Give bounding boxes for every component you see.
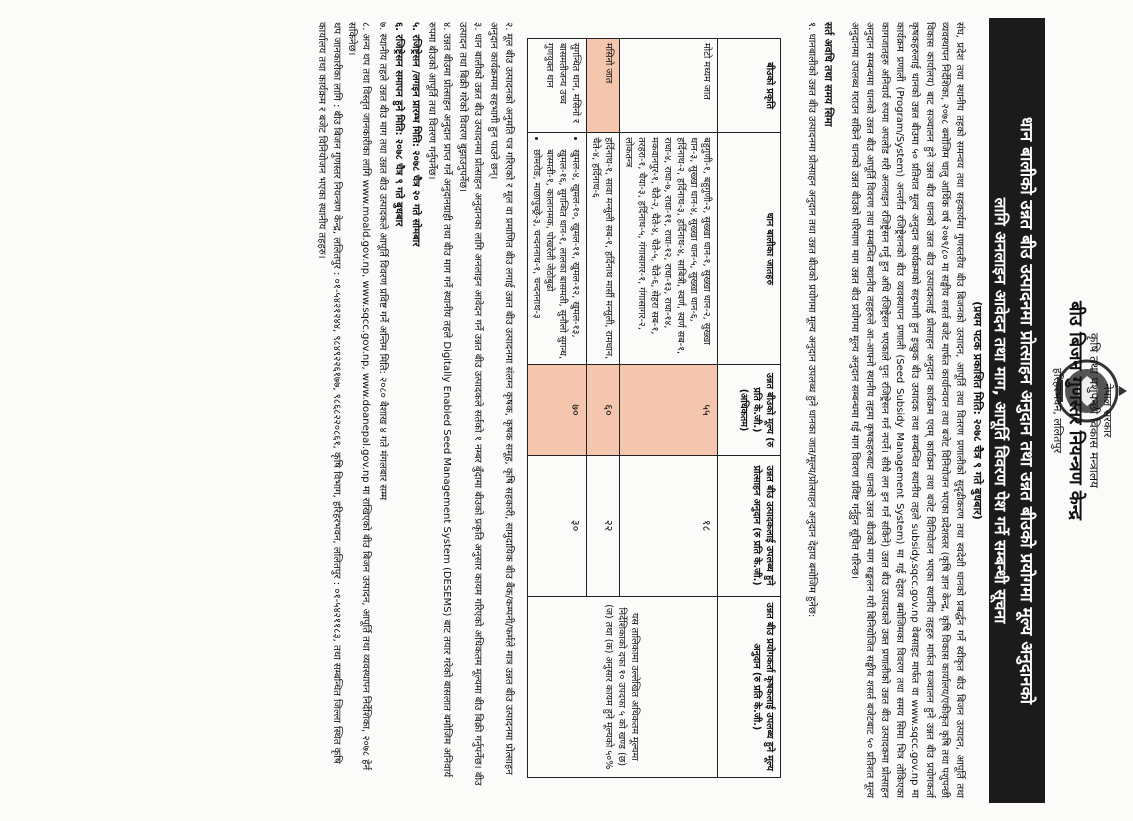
- price-cell: ६०: [587, 365, 620, 455]
- varieties-cell: हर्दिनाथ-१, सावा मन्सुली सब-१, हर्दिनाथ मार्सी मन्सुली, रामधान, चैते-४, हर्दिनाथ-६: [587, 133, 620, 365]
- price-cell: ५५: [620, 365, 718, 455]
- note-item: ५. रजिष्ट्रेसन /लगइन प्रारम्भ मिति: २०७८ चैत्र २० गते सोमबार: [410, 22, 421, 247]
- seed-type-cell: मोटो मध्यम जात: [620, 39, 718, 133]
- note-item: ४. उन्नत बीउमा प्रोत्साहन अनुदान प्राप्त गर्ने अनुदानग्राही तथा बीउ माग गर्ने स्थानीय तहले Digitally Enabled Seed Management System (DESEMS) बाट तयार गरेको बासलात बमोजिम अनिवार्य रुपमा बीउको आपूर्ति तथा वितरण गर्नुपर्नेछ।: [426, 22, 452, 778]
- government-label: नेपाल सरकार: [1101, 383, 1114, 438]
- table-header: धान बालीका जातहरु: [718, 133, 781, 365]
- notice-title: [989, 18, 1045, 803]
- producer-subsidy-cell: १८: [620, 455, 718, 596]
- centre-name: बीउ बिजन गुणस्तर नियन्त्रण केन्द्र: [1065, 301, 1086, 520]
- producer-subsidy-cell: ३०: [528, 455, 587, 596]
- producer-subsidy-cell: २२: [587, 455, 620, 596]
- note-item: ३. धान बालीको उन्नत बीउ उत्पादनमा प्रोत्साहन अनुदानका लागि अनलाइन आवेदन गर्ने उन्नत बीउ उत्पादकले सर्तको १ नम्बर बुँदामा बीउको प्रकृति अनुसार कायम गरिएको अधिकतम मूल्यमा बीउ बिक्री गर्नुपर्नेछ। बीउ उत्पादन तथा बिक्री गरेको विवरण बुझाउनुपर्नेछ।: [457, 22, 483, 786]
- notice-title-line2: लागि अनलाइन आवेदन तथा माग, आपूर्ति विवरण पेश गर्ने सम्बन्धी सूचना: [991, 197, 1010, 624]
- publication-date: (प्रथम पटक प्रकाशित मिति: २०७८ चैत्र ९ गते बुधबार): [971, 301, 984, 520]
- contact-info: थप जानकारीका लागि : बीउ बिजन गुणस्तर नियन्त्रण केन्द्र, ललितपुर : ०१-५४२१२४४, ९८४९२२६१७७, ९८६८२२०८६१, कृषि विभाग, हरिहरभवन, ललितपुर : ०१-५४२११८३, तथा सम्बन्धित जिल्ला स्थित कृषि कार्यालय तथा कार्यक्रम र बजेट विनियोजन भएका स्थानीय तहहरु।: [316, 22, 342, 764]
- note-item: ८. अन्य थप तथा विस्तृत जानकारीका लागि www.moald.gov.np, www.sqcc.gov.np, www.doanepal.gov.np मा राखिएको बीउ बिजन उत्पादन, आपूर्ति तथा व्यवस्थापन निर्देशिका, २०७८ हेर्न सकिनेछ।: [346, 22, 372, 771]
- variety-list-item: • छोमरोङ, माछापुच्छ्रे-३, चन्दननाथ-१, चन्दननाथ-३: [531, 149, 544, 360]
- varieties-cell: बहुगुणी-१, बहुगुणी-२, सुख्खा धान-१, सुख्खा धान-२, सुख्खा धान-३, सुख्खा धान-४, सुख्खा धान-५, सुख्खा धान-६, हर्दिनाथ-२, हर्दिनाथ-३, हर्दिनाथ-४, साबित्री, स्वर्ण, स्वर्ण सब-१, राधा-४, राधा-७, राधा-११, राधा-१२, राधा-१३, राधा-१४, मकवानपुर-१, चैते-२, चैते-४, चैते-५, चैते-६, सेहरा सब-१, तरहरा-१, चैया-३, हर्दिनाथ-५, गंगासागर-१, गंगासागर-२, लोकतन्त्र: [620, 133, 718, 365]
- notice-title-line1: धान बालीको उन्नत बीउ उत्पादनमा प्रोत्साहन अनुदान तथा उन्नत बीउको प्रयोगमा मूल्य अनुदानको: [1016, 116, 1036, 705]
- table-header: उन्नत बीउ उत्पादकलाई उपलब्ध हुने प्रोत्साहन अनुदान (रु प्रति के.जी.): [718, 455, 781, 596]
- table-header: उन्नत बीउको मूल्य (रु प्रति के.जी.) (अधिकतम): [718, 365, 781, 455]
- conditions-heading: सर्त अवधि तथा समय सिमा: [822, 22, 834, 127]
- condition-item-1: १. धानबालीको उन्नत बीउ उत्पादनमा प्रोत्साहन अनुदान तथा उन्नत बीउको प्रयोगमा मूल्य अनुदान उपलब्ध हुने धानका जात/मूल्य/प्रोत्साहन अनुदान देहाय बमोजिम हुनेछ:: [806, 22, 817, 618]
- table-header: उन्नत बीउ प्रयोगकर्ता कृषकलाई उपलब्ध हुने मूल्य अनुदान (रु प्रति के.जी.): [718, 596, 781, 777]
- notes-list: [342, 22, 516, 798]
- seed-type-cell: सुगन्धित धान, मसिनो र बासमतीजन्य उच्च गुणयुक्त धान: [528, 39, 587, 133]
- note-item: ६. रजिष्ट्रेसन समापन हुने मिति: २०७८ चैत्र ९ गते बुधबार: [393, 22, 405, 227]
- centre-address: हरिहरभवन, ललितपुर: [1051, 367, 1064, 454]
- price-cell: ७०: [528, 365, 587, 455]
- note-item: ७. स्थानीय तहले उन्नत बीउ माग तथा उन्नत बीउ उत्पादकले आपूर्ति विवरण प्रविष्ट गर्ने अन्तिम मिति: २०८० बैशाख ४ गते मंगलबार सम्म: [377, 22, 388, 501]
- subsidy-table: [527, 38, 781, 778]
- seed-type-cell: मसिनो जात: [587, 39, 620, 133]
- intro-paragraph: संघ, प्रदेश तथा स्थानीय तहको समन्वय तथा सहकार्यमा गुणस्तरीय बीउ बिजनको उत्पादन, आपूर्ति तथा वितरण प्रणालीको सुदृढीकरण तथा स्वदेशी धानको प्रबर्द्धन गर्ने स्वीकृत बीउ बिजन उत्पादन, आपूर्ति तथा व्यवस्थापन निर्देशिका, २०७८ बमोजिम चालु आर्थिक वर्ष २०७९/८० मा सङ्घीय शसर्त बजेट मार्फत कार्यान्वयन तथा बजेट विनियोजन भएका प्रदेशस्तर (कृषि ज्ञान केन्द्र, कृषि विकास कार्यालय/एकीकृत कृषि तथा पशुपन्छी विकास कार्यालय) बाट सञ्चालन हुने उन्नत बीउ धानको उन्नत बीउ उत्पादकलाई प्रोत्साहन अनुदान कार्यक्रम एवम् कार्यक्रम तथा बजेट विनियोजन भएका स्थानीय तहहरु मार्फत सञ्चालन हुने उन्नत बीउ प्रयोगकर्ता कृषकहरुलाई धानको उन्नत बीउमा ५० प्रतिशत मूल्य अनुदान कार्यक्रमको सहभागी हुन इच्छुक बीउ उत्पादक तथा सम्बन्धित स्थानीय तहले subsidy.sqcc.gov.np वेबसाइट मार्फत वा www.sqcc.gov.np मा कार्यक्रम प्रणाली (Program/System) अन्तर्गत रजिष्ट्रेशनको बीउ व्यवस्थापन प्रणाली (Seed Subsidy Management System) मा गई देहाय बमोजिमका विवरण तथा समय सिमा भित्र तोकिएका कागजातहरु अनिवार्य रुपमा अपलोड गरी अनलाइन रजिष्ट्रेसन गर्नु हुन अधि रजिष्ट्रेसन भएकाले पुनः रजिष्ट्रेसन गर्न नपर्ने। सीधै लग इन गर्न सकिने) उन्नत बीउ उत्पादकले उक्त प्रणालीको उन्नत बीउ उत्पादकमा प्रोत्साहन अनुदान सम्बन्धमा धानको उन्नत बीउ आपूर्ति विवरण तथा सम्बन्धित स्थानीय तहहरुले आ-आफ्नो स्थानीय तहमा कृषकहरुबाट धानको उन्नत बीउको माग सङ्कलन गरी बिनियोजित सङ्घीय शसर्त बजेटबाट ५० प्रतिशत मूल्य अनुदानमा उपलब्ध गराउन सकिने धानको उन्नत बीउको परिमाण माग उन्नत बीउ प्रयोगमा मूल्य अनुदान सम्बन्धमा गई माग विवरण प्रविष्ट गर्नुहुन सूचित गरिन्छ।: [849, 22, 965, 798]
- varieties-cell: [528, 133, 587, 365]
- table-header-row: [718, 39, 781, 778]
- variety-list-item: • खुमल-४, खुमल-१०, खुमल-११, खुमल-१२, खुमल-१३, खुमल-१६, सुगन्धित धान-१, लालका बासमती, सुनौलो सुगन्ध, बास्मती-१, कालानमक, पोखरेली जेठोबुढो: [544, 149, 583, 360]
- ministry-name: कृषि तथा पशुपन्छी विकास मन्त्रालय: [1087, 333, 1101, 488]
- table-header: बीउको प्रकृति: [718, 39, 781, 133]
- note-item: २. मूल बीउ उत्पादनको अनुमति पत्र गरिएको र मूल वा प्रमाणित बीउ लगाई उन्नत बीउ उत्पादनमा संलग्न कृषक, कृषक समूह, कृषि सहकारी, सामुदायिक बीउ बैंक/कम्पनी/फर्मले मात्र उन्नत बीउ उत्पादनमा प्रोत्साहन अनुदान कार्यक्रममा सहभागी हुन पाउने छन्।: [488, 22, 514, 775]
- table-row: [620, 39, 718, 778]
- user-subsidy-cell: यस तालिकामा उल्लेखित अधिकतम मूल्यमा निर्देशिकाको दफा १० उपदफा ५ को खण्ड (छ) (ज) तथा (क) अनुसार कायम हुने मूल्यको ५०%: [528, 596, 718, 777]
